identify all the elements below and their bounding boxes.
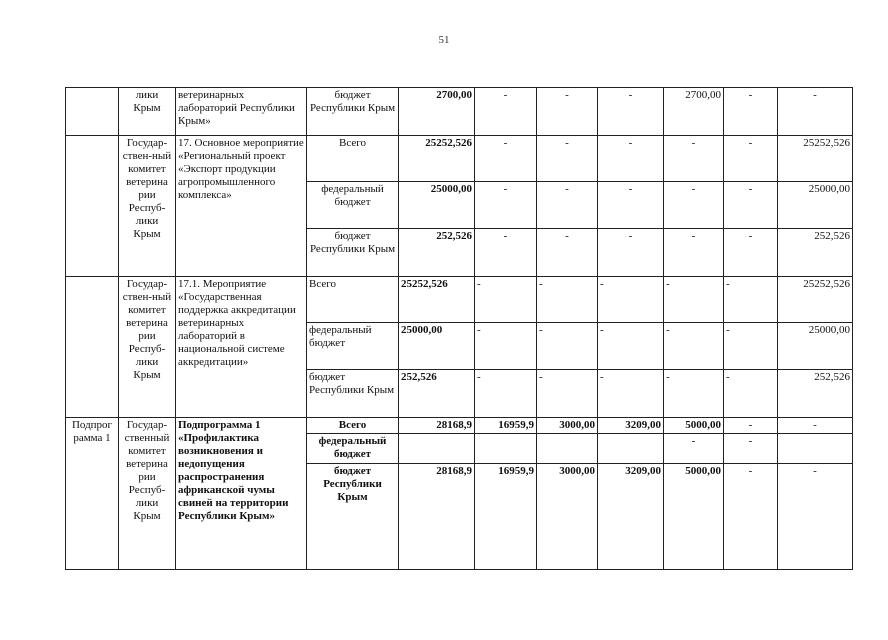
table-row — [66, 136, 853, 182]
value-cell: - — [664, 370, 724, 418]
value-cell: 5000,00 — [664, 418, 724, 434]
event-cell: Подпрограмма 1 «Профилактика возникновения и недопущения распространения африканской чумы свиней на территории Республики Крым» — [176, 418, 307, 570]
source-cell: федеральный бюджет — [307, 434, 399, 464]
value-cell: 25252,526 — [399, 277, 475, 323]
value-cell: 25252,526 — [778, 277, 853, 323]
value-cell: 25000,00 — [778, 182, 853, 229]
value-cell: 2700,00 — [399, 88, 475, 136]
value-cell: 25000,00 — [778, 323, 853, 370]
source-cell: бюджет Республики Крым — [307, 370, 399, 418]
value-cell: - — [664, 323, 724, 370]
source-cell: Всего — [307, 418, 399, 434]
value-cell: - — [598, 370, 664, 418]
source-cell: бюджет Республики Крым — [307, 464, 399, 570]
value-cell — [399, 434, 475, 464]
value-cell: - — [598, 136, 664, 182]
value-cell: - — [724, 434, 778, 464]
value-cell: 3209,00 — [598, 418, 664, 434]
value-cell: - — [598, 277, 664, 323]
value-cell: - — [778, 464, 853, 570]
value-cell: - — [724, 464, 778, 570]
value-cell — [537, 434, 598, 464]
table-row — [66, 88, 853, 136]
value-cell: - — [475, 88, 537, 136]
value-cell: - — [598, 229, 664, 277]
program-cell — [66, 136, 119, 277]
value-cell: 28168,9 — [399, 464, 475, 570]
value-cell: - — [664, 136, 724, 182]
value-cell: - — [537, 229, 598, 277]
value-cell: 25252,526 — [399, 136, 475, 182]
value-cell: - — [664, 277, 724, 323]
executor-cell: Государ-ствен-ный комитет ветерина рии Респуб-лики Крым — [119, 277, 176, 418]
value-cell: - — [778, 88, 853, 136]
source-cell: Всего — [307, 136, 399, 182]
value-cell — [778, 434, 853, 464]
executor-cell: Государ-ственный комитет ветерина рии Респуб-лики Крым — [119, 418, 176, 570]
program-cell — [66, 277, 119, 418]
value-cell: - — [724, 88, 778, 136]
value-cell: 252,526 — [399, 370, 475, 418]
source-cell: федеральный бюджет — [307, 323, 399, 370]
table-row — [66, 277, 853, 323]
value-cell: - — [475, 182, 537, 229]
value-cell: - — [537, 88, 598, 136]
value-cell: - — [724, 182, 778, 229]
value-cell: 252,526 — [399, 229, 475, 277]
value-cell: 252,526 — [778, 370, 853, 418]
executor-cell: Государ-ствен-ный комитет ветерина рии Респуб-лики Крым — [119, 136, 176, 277]
program-cell — [66, 88, 119, 136]
value-cell: - — [724, 277, 778, 323]
value-cell: - — [475, 370, 537, 418]
page-number: 51 — [438, 34, 450, 46]
value-cell — [598, 434, 664, 464]
value-cell: - — [664, 229, 724, 277]
executor-cell: лики Крым — [119, 88, 176, 136]
value-cell: 16959,9 — [475, 418, 537, 434]
event-cell: 17.1. Мероприятие «Государственная поддержка аккредитации ветеринарных лабораторий в национальной системе аккредитации» — [176, 277, 307, 418]
source-cell: бюджет Республики Крым — [307, 229, 399, 277]
source-cell: бюджет Республики Крым — [307, 88, 399, 136]
value-cell: - — [537, 370, 598, 418]
value-cell: 28168,9 — [399, 418, 475, 434]
value-cell: - — [598, 323, 664, 370]
value-cell: 25000,00 — [399, 182, 475, 229]
value-cell: - — [537, 136, 598, 182]
value-cell: - — [724, 229, 778, 277]
value-cell: - — [664, 182, 724, 229]
value-cell: 3000,00 — [537, 418, 598, 434]
value-cell: - — [475, 323, 537, 370]
value-cell: 2700,00 — [664, 88, 724, 136]
value-cell: - — [537, 277, 598, 323]
table-row — [66, 418, 853, 434]
value-cell: - — [475, 229, 537, 277]
value-cell: - — [724, 136, 778, 182]
source-cell: Всего — [307, 277, 399, 323]
value-cell: - — [778, 418, 853, 434]
value-cell: - — [475, 277, 537, 323]
value-cell: - — [724, 418, 778, 434]
value-cell: - — [724, 323, 778, 370]
program-cell: Подпрог рамма 1 — [66, 418, 119, 570]
value-cell: - — [598, 88, 664, 136]
value-cell: 5000,00 — [664, 464, 724, 570]
value-cell — [475, 434, 537, 464]
value-cell: - — [664, 434, 724, 464]
value-cell: - — [724, 370, 778, 418]
value-cell: 25252,526 — [778, 136, 853, 182]
event-cell: ветеринарных лабораторий Республики Крым» — [176, 88, 307, 136]
event-cell: 17. Основное мероприятие «Региональный проект «Экспорт продукции агропромышленного комплекса» — [176, 136, 307, 277]
value-cell: - — [475, 136, 537, 182]
value-cell: - — [537, 323, 598, 370]
value-cell: 3209,00 — [598, 464, 664, 570]
budget-table — [65, 87, 853, 570]
value-cell: - — [598, 182, 664, 229]
value-cell: 3000,00 — [537, 464, 598, 570]
value-cell: 16959,9 — [475, 464, 537, 570]
value-cell: 25000,00 — [399, 323, 475, 370]
value-cell: 252,526 — [778, 229, 853, 277]
source-cell: федеральный бюджет — [307, 182, 399, 229]
value-cell: - — [537, 182, 598, 229]
